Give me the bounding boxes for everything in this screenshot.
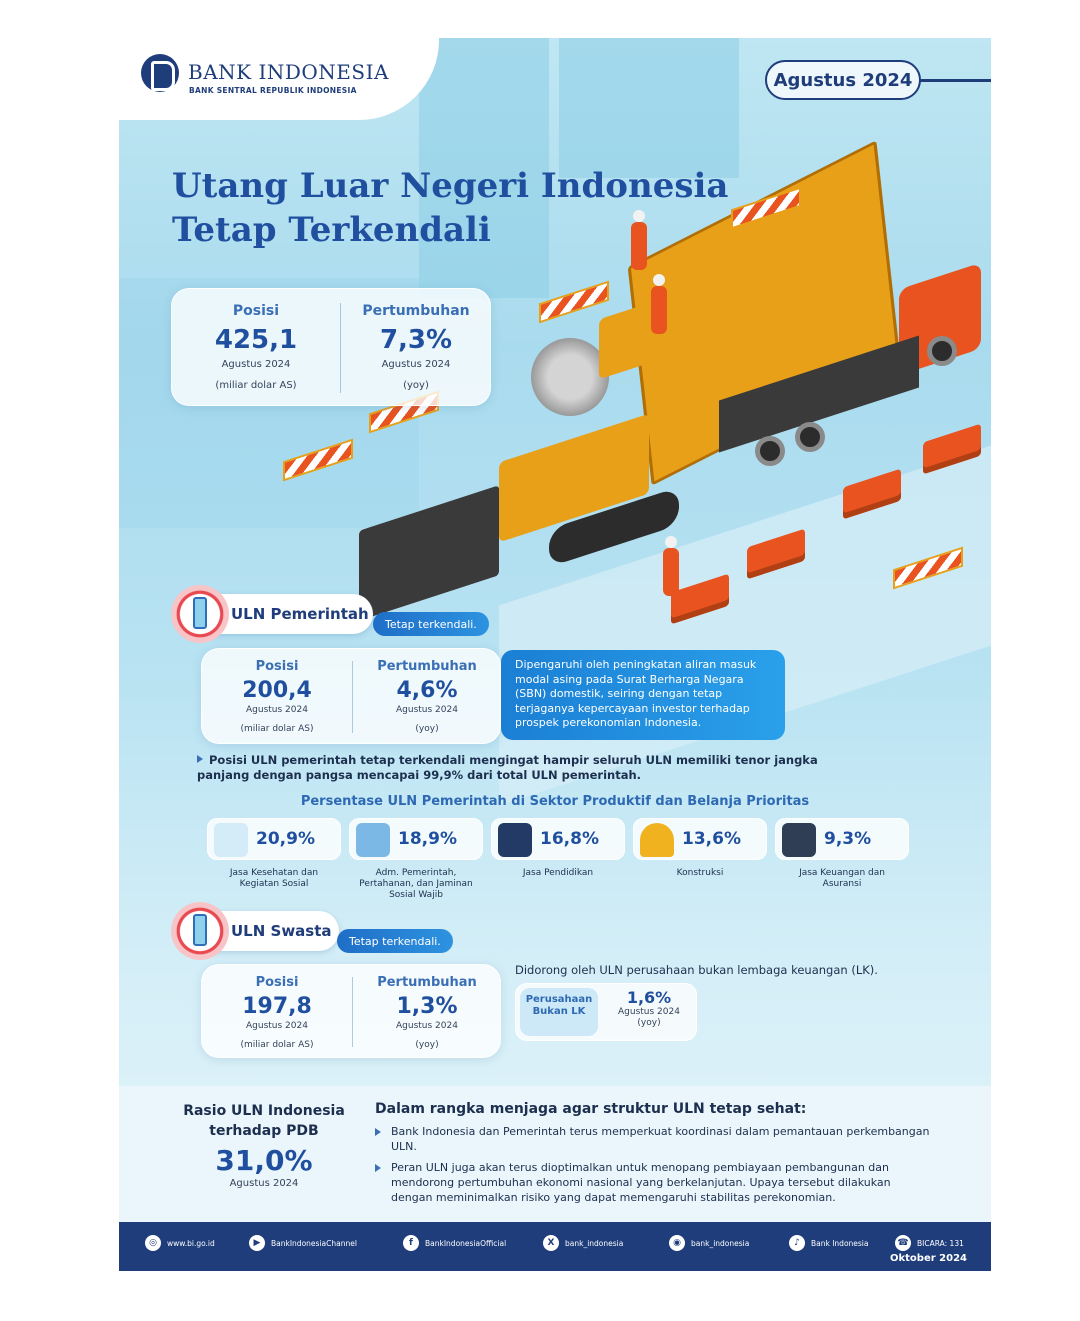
wheel <box>927 336 957 366</box>
wheel <box>755 436 785 466</box>
stat-label: Pertumbuhan <box>377 659 477 674</box>
sector-item <box>775 818 909 890</box>
bullet-icon <box>197 755 203 763</box>
road-sign <box>539 281 609 324</box>
sector-item <box>491 818 625 879</box>
footer-link-text: bank_indonesia <box>565 1238 624 1248</box>
calculator-icon <box>782 823 816 857</box>
title-line-2: Tetap Terkendali <box>172 210 491 250</box>
bullet-icon <box>375 1128 381 1136</box>
bullet-text: Posisi ULN pemerintah tetap terkendali mengingat hampir seluruh ULN memiliki tenor jangka panjang dengan pangsa mencapai 99,9% dari total ULN pemerintah. <box>197 753 818 782</box>
rasio-value: 31,0% <box>215 1144 313 1177</box>
stat-label: Pertumbuhan <box>362 303 470 319</box>
x-icon: X <box>543 1235 559 1251</box>
policy-item <box>375 1124 935 1154</box>
syringe-icon <box>214 823 248 857</box>
logo <box>119 38 439 120</box>
sector-value: 20,9% <box>256 829 315 849</box>
swasta-pertumbuhan <box>352 975 502 1050</box>
stat-value: 7,3% <box>379 325 453 355</box>
bullet-icon <box>375 1164 381 1172</box>
stat-unit: (miliar dolar AS) <box>215 380 297 391</box>
worker <box>631 222 647 270</box>
footer-link-text: BankIndonesiaChannel <box>271 1238 357 1248</box>
title-line-1: Utang Luar Negeri Indonesia <box>172 166 729 206</box>
footer-link-facebook[interactable] <box>403 1235 506 1251</box>
sector-label: Adm. Pemerintah, Pertahanan, dan Jaminan Sosial Wajib <box>359 868 473 900</box>
stat-value: 197,8 <box>242 994 312 1019</box>
sector-label: Jasa Kesehatan dan Kegiatan Sosial <box>229 868 319 889</box>
lk-card <box>515 983 697 1041</box>
footer-link-instagram[interactable] <box>669 1235 749 1251</box>
lk-period: Agustus 2024 <box>618 1007 680 1017</box>
stat-period: Agustus 2024 <box>396 1021 458 1031</box>
lk-unit: (yoy) <box>637 1018 661 1028</box>
stat-label: Posisi <box>232 303 280 319</box>
worker <box>651 286 667 334</box>
hard-hat-icon <box>640 823 674 857</box>
footer-link-x[interactable] <box>543 1235 623 1251</box>
total-pertumbuhan <box>340 303 492 391</box>
play-icon: ▶ <box>249 1235 265 1251</box>
sector-label: Jasa Keuangan dan Asuransi <box>799 868 885 889</box>
lk-value: 1,6% <box>626 988 672 1007</box>
graduation-cap-icon <box>498 823 532 857</box>
section-title-text: ULN Pemerintah <box>231 605 369 623</box>
policy-item <box>375 1160 935 1205</box>
sectors-title: Persentase ULN Pemerintah di Sektor Produktif dan Belanja Prioritas <box>300 794 810 809</box>
tiktok-icon: ♪ <box>789 1235 805 1251</box>
stat-period: Agustus 2024 <box>396 705 458 715</box>
stat-unit: (yoy) <box>415 1040 439 1050</box>
sector-item <box>633 818 767 879</box>
stat-label: Posisi <box>255 975 299 990</box>
footer-link-tiktok[interactable] <box>789 1235 869 1251</box>
pemerintah-posisi <box>202 659 352 734</box>
shield-icon <box>356 823 390 857</box>
stat-period: Agustus 2024 <box>221 359 291 370</box>
stat-value: 4,6% <box>396 678 458 703</box>
section-title-text: ULN Swasta <box>231 922 332 940</box>
sector-item <box>207 818 341 890</box>
pemerintah-pertumbuhan <box>352 659 502 734</box>
rasio-period: Agustus 2024 <box>229 1178 299 1189</box>
sector-value: 13,6% <box>682 829 741 849</box>
stat-unit: (yoy) <box>403 380 429 391</box>
divider <box>919 79 991 82</box>
stat-value: 425,1 <box>214 325 298 355</box>
stat-unit: (miliar dolar AS) <box>240 724 314 734</box>
footer-link-text: BankIndonesiaOfficial <box>425 1238 507 1248</box>
stat-period: Agustus 2024 <box>246 705 308 715</box>
swasta-note: Didorong oleh ULN perusahaan bukan lembaga keuangan (LK). <box>515 963 878 977</box>
stat-unit: (miliar dolar AS) <box>240 1040 314 1050</box>
footer-link-text: bank_indonesia <box>691 1238 750 1248</box>
sector-label: Jasa Pendidikan <box>522 868 594 878</box>
phone-icon: ☎ <box>895 1235 911 1251</box>
wheel <box>795 422 825 452</box>
stat-label: Pertumbuhan <box>377 975 477 990</box>
instagram-icon: ◉ <box>669 1235 685 1251</box>
sector-value: 9,3% <box>824 829 872 849</box>
pemerintah-note: Dipengaruhi oleh peningkatan aliran masuk modal asing pada Surat Berharga Negara (SBN) domestik, seiring dengan tetap terjaganya kepercayaan investor terhadap prospek perekonomian Indonesia. <box>501 650 785 740</box>
globe-icon: ◎ <box>145 1235 161 1251</box>
policy-text: Peran ULN juga akan terus dioptimalkan untuk menopang pembiayaan pembangunan dan mendorong pertumbuhan ekonomi nasional yang berkelanjutan. Upaya tersebut dilakukan dengan meminimalkan risiko yang dapat memengaruhi stabilitas perekonomian. <box>391 1161 891 1204</box>
policy-text: Bank Indonesia dan Pemerintah terus memperkuat koordinasi dalam pemantauan perkembangan ULN. <box>391 1125 930 1153</box>
stat-unit: (yoy) <box>415 724 439 734</box>
stat-label: Posisi <box>255 659 299 674</box>
rasio-title: Rasio ULN Indonesia terhadap PDB <box>183 1103 345 1139</box>
infographic-poster <box>119 38 991 1271</box>
total-posisi <box>172 303 340 391</box>
policy-heading: Dalam rangka menjaga agar struktur ULN tetap sehat: <box>375 1101 807 1117</box>
stat-period: Agustus 2024 <box>381 359 451 370</box>
sector-value: 18,9% <box>398 829 457 849</box>
worker <box>663 548 679 596</box>
status-tag: Tetap terkendali. <box>373 612 489 636</box>
footer-link-website[interactable] <box>145 1235 215 1251</box>
sector-item <box>349 818 483 901</box>
footer-link-text: www.bi.go.id <box>167 1238 215 1248</box>
facebook-icon: f <box>403 1235 419 1251</box>
footer-link-youtube[interactable] <box>249 1235 357 1251</box>
footer <box>119 1222 991 1271</box>
stat-value: 200,4 <box>242 678 312 703</box>
sector-value: 16,8% <box>540 829 599 849</box>
period-badge: Agustus 2024 <box>765 60 921 100</box>
road-roller-drum <box>531 338 609 416</box>
lk-label: Perusahaan Bukan LK <box>520 988 598 1036</box>
footer-date: Oktober 2024 <box>890 1253 967 1264</box>
sector-label: Konstruksi <box>676 868 724 878</box>
pemerintah-stats-card <box>201 648 501 744</box>
header <box>119 38 991 120</box>
footer-link-text: BICARA: 131 <box>917 1238 964 1248</box>
total-uln-card <box>171 288 491 406</box>
footer-link-text: Bank Indonesia <box>811 1238 869 1248</box>
stat-period: Agustus 2024 <box>246 1021 308 1031</box>
swasta-posisi <box>202 975 352 1050</box>
pemerintah-bullet <box>197 753 837 783</box>
logo-subtitle: BANK SENTRAL REPUBLIK INDONESIA <box>189 86 357 95</box>
swasta-stats-card <box>201 964 501 1058</box>
office-building-icon <box>171 902 229 960</box>
stat-value: 1,3% <box>396 994 458 1019</box>
logo-title: BANK INDONESIA <box>188 60 389 84</box>
government-building-icon <box>171 585 229 643</box>
footer-link-phone[interactable] <box>895 1235 964 1251</box>
bi-logo-icon <box>141 54 179 92</box>
status-tag: Tetap terkendali. <box>337 929 453 953</box>
page-title <box>172 164 732 252</box>
lk-stat <box>602 988 696 1029</box>
